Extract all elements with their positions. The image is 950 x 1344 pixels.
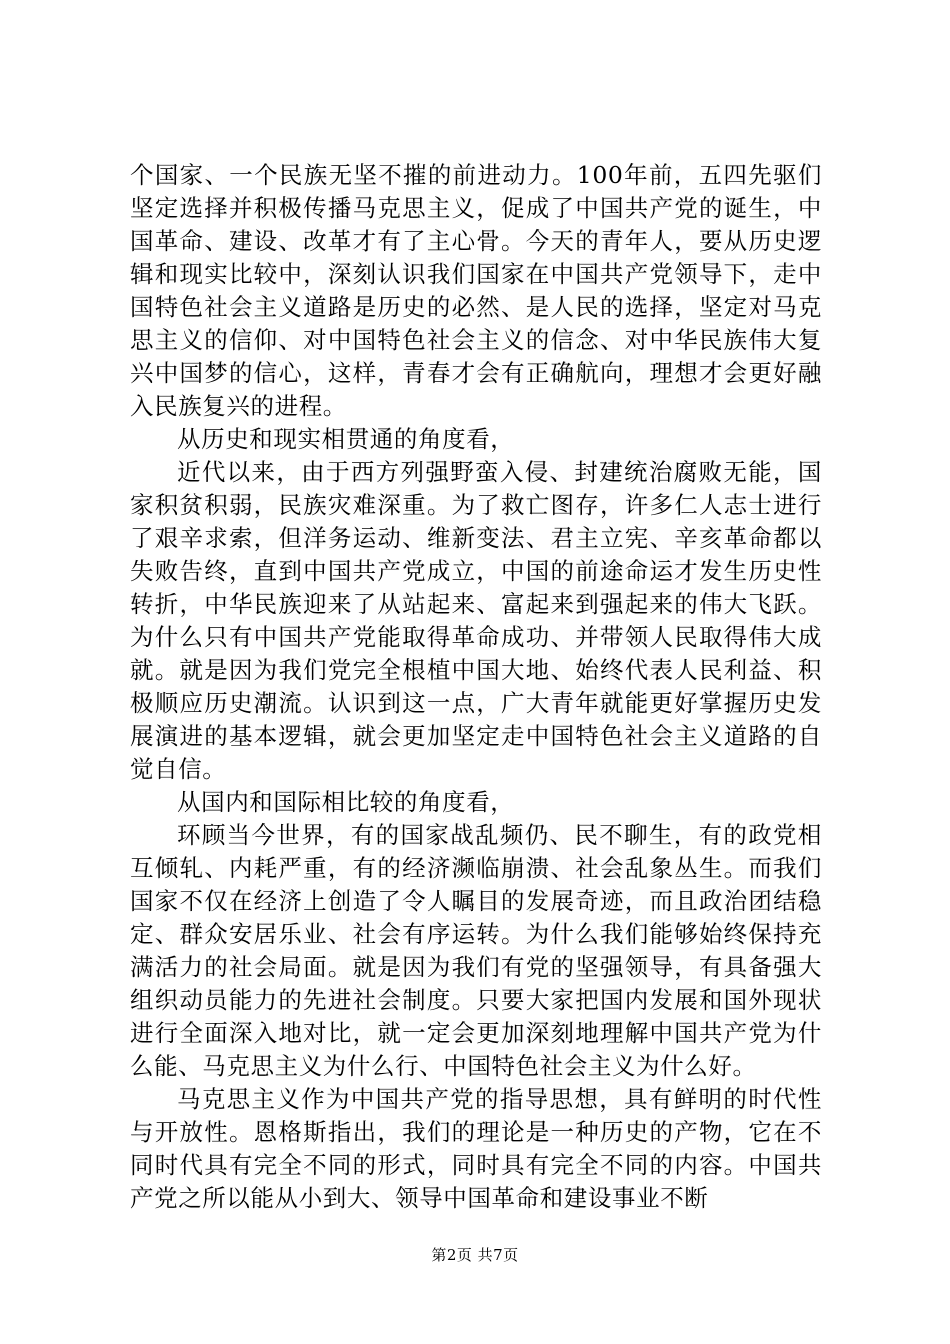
paragraph-6: 马克思主义作为中国共产党的指导思想，具有鲜明的时代性与开放性。恩格斯指出，我们的理论是一种历史的产物，它在不同时代具有完全不同的形式，同时具有完全不同的内容。中国共产党之所以能从小到大、领导中国革命和建设事业不断 xyxy=(130,1085,822,1212)
paragraph-4: 从国内和国际相比较的角度看， xyxy=(177,788,515,816)
body-text xyxy=(130,159,822,1215)
page-number-footer: 第2页 共7页 xyxy=(431,1246,519,1264)
paragraph-3: 近代以来，由于西方列强野蛮入侵、封建统治腐败无能，国家积贫积弱，民族灾难深重。为了救亡图存，许多仁人志士进行了艰辛求索，但洋务运动、维新变法、君主立宪、辛亥革命都以失败告终，直到中国共产党成立，中国的前途命运才发生历史性转折，中华民族迎来了从站起来、富起来到强起来的伟大飞跃。为什么只有中国共产党能取得革命成功、并带领人民取得伟大成就。就是因为我们党完全根植中国大地、始终代表人民利益、积极顺应历史潮流。认识到这一点，广大青年就能更好掌握历史发展演进的基本逻辑，就会更加坚定走中国特色社会主义道路的自觉自信。 xyxy=(130,458,822,783)
paragraph-1: 个国家、一个民族无坚不摧的前进动力。100年前，五四先驱们坚定选择并积极传播马克思主义，促成了中国共产党的诞生，中国革命、建设、改革才有了主心骨。今天的青年人，要从历史逻辑和现实比较中，深刻认识我们国家在中国共产党领导下，走中国特色社会主义道路是历史的必然、是人民的选择，坚定对马克思主义的信仰、对中国特色社会主义的信念、对中华民族伟大复兴中国梦的信心，这样，青春才会有正确航向，理想才会更好融入民族复兴的进程。 xyxy=(130,161,822,420)
paragraph-2: 从历史和现实相贯通的角度看， xyxy=(177,425,515,453)
paragraph-5: 环顾当今世界，有的国家战乱频仍、民不聊生，有的政党相互倾轧、内耗严重，有的经济濒临崩溃、社会乱象丛生。而我们国家不仅在经济上创造了令人瞩目的发展奇迹，而且政治团结稳定、群众安居乐业、社会有序运转。为什么我们能够始终保持充满活力的社会局面。就是因为我们有党的坚强领导，有具备强大组织动员能力的先进社会制度。只要大家把国内发展和国外现状进行全面深入地对比，就一定会更加深刻地理解中国共产党为什么能、马克思主义为什么行、中国特色社会主义为什么好。 xyxy=(130,821,822,1080)
